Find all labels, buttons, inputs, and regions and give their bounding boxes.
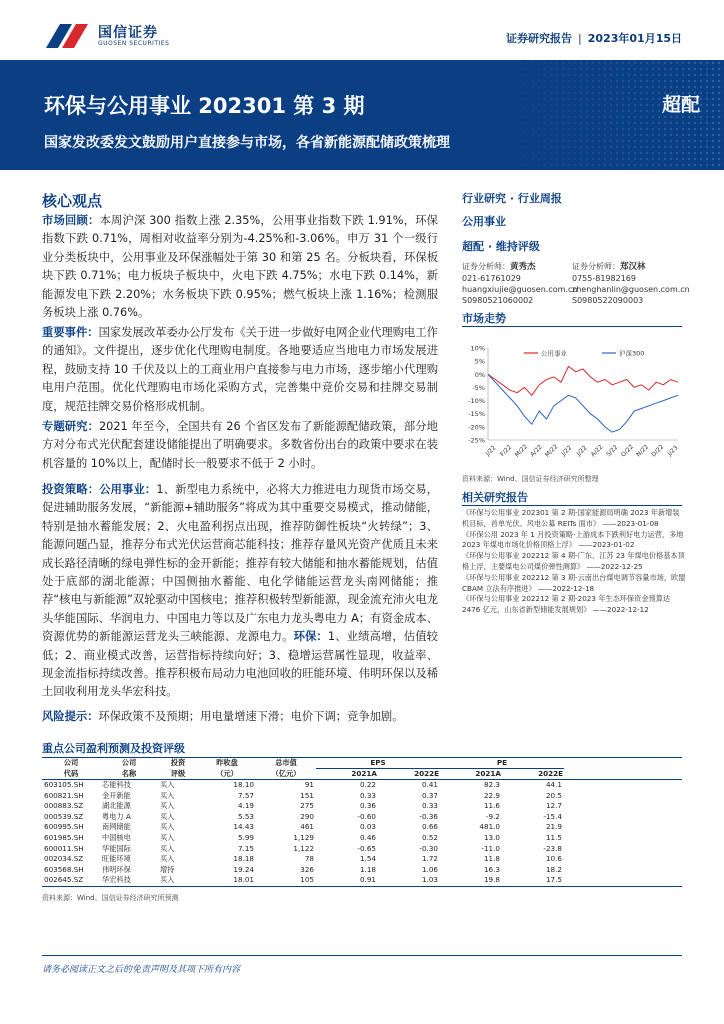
table-cell: 000539.SZ [44, 811, 84, 821]
table-cell: 000883.SZ [44, 801, 84, 811]
table-cell: 买入 [160, 854, 175, 864]
table-pad [564, 822, 682, 833]
risk-text: 环保政策不及预期；用电量增速下滑；电价下调；竞争加剧。 [98, 710, 404, 723]
rating-badge: 超配 [661, 94, 700, 116]
report-subtitle: 国家发改委发文鼓励用户直接参与市场，各省新能源配储政策梳理 [44, 135, 450, 151]
th-eps: EPS [316, 758, 440, 769]
table-cell: 20.5 [545, 790, 562, 800]
risk-warning [42, 708, 438, 726]
x-tick-label: M/22 [513, 443, 529, 459]
chart-heading-rule [462, 326, 682, 327]
analyst-name: 黄秀杰 [510, 262, 536, 272]
series-line-utility [488, 366, 678, 395]
table-cell: 601985.SH [44, 832, 84, 842]
table-row [42, 822, 682, 833]
table-cell: 1.72 [421, 854, 438, 864]
table-source: 资料来源：Wind、国信证券经济研究所预测 [42, 894, 179, 902]
x-tick-label: A/22 [589, 443, 605, 459]
table-cell: 1.18 [359, 864, 376, 874]
table-cell: 增持 [160, 864, 175, 874]
table-cell: 275 [300, 801, 314, 811]
guosen-logo-icon [42, 20, 92, 50]
th-yiyuan: （亿元） [271, 768, 301, 778]
table-pad [564, 865, 682, 876]
topic-label: 专题研究： [42, 420, 99, 433]
table-cell: 18.18 [233, 854, 254, 864]
table-cell: 82.3 [483, 780, 500, 789]
table-row [42, 780, 682, 791]
table-cell: 600995.SH [44, 822, 84, 832]
table-cell: 151 [300, 790, 314, 800]
y-tick-label: 5% [474, 357, 485, 366]
table-cell: 481.0 [479, 822, 500, 832]
table-pad [564, 801, 682, 812]
th-company: 公司 [63, 758, 79, 768]
y-tick-label: -15% [468, 410, 485, 419]
table-cell: 0.36 [359, 801, 376, 811]
x-tick-label: F/22 [498, 443, 514, 459]
table-cell: 19.8 [483, 875, 500, 885]
analyst-label: 证券分析师： [462, 262, 510, 271]
y-tick-label: -20% [468, 423, 485, 432]
th-pe-2022: 2022E [538, 769, 563, 778]
x-tick-label: S/22 [605, 443, 620, 459]
table-cell: 11.8 [483, 854, 500, 864]
analyst-card [572, 261, 690, 306]
key-event [42, 324, 438, 416]
table-cell: 买入 [160, 790, 175, 800]
table-cell: 22.9 [483, 790, 500, 800]
chart-source: 资料来源：Wind、国信证券经济研究所整理 [462, 475, 599, 483]
table-cell: 买入 [160, 811, 175, 821]
table-cell: 7.15 [237, 843, 254, 853]
table-pad [564, 833, 682, 844]
table-cell: 1,129 [293, 832, 314, 842]
table-pad [564, 791, 682, 802]
table-cell: 买入 [160, 780, 175, 789]
table-cell: 21.9 [545, 822, 562, 832]
industry-tag: 行业研究 · 行业周报 [462, 192, 562, 205]
chart-heading: 市场走势 [462, 312, 506, 325]
table-pad [564, 875, 682, 886]
table-cell: 南网储能 [102, 822, 131, 832]
strategy-text-utility: 1、新型电力系统中，必将大力推进电力现货市场交易，促进辅助服务发展，“新能源+辅助服务”将成为其中重要交易模式，推动储能，特别是抽水蓄能发展；2、火电盈利拐点出现，推荐防御性板块“火转绿”；3、能源问题凸显，推荐分布式光伏运营商芯能科技；推荐存量风光资产优质且未来成长路径清晰的绿电弹性标的金开新能；推荐有较大储能和抽水蓄能规划，估值处于底部的湖北能源；中国侧抽水蓄能、电化学储能运营龙头南网储能；推荐“核电与新能源”双轮驱动中国核电；推荐积极转型新能源，现金流充沛火电龙头华能国际、华润电力、中国电力等以及广东电力龙头粤电力 A；有资金成本、资源优势的新能源运营龙头三峡能源、龙源电力。 [42, 483, 438, 644]
th-close: 昨收盘 [216, 758, 238, 768]
report-title: 环保与公用事业 202301 第 3 期 [44, 94, 365, 118]
market-trend-chart [462, 340, 684, 470]
table-row [42, 854, 682, 865]
table-cell: -15.4 [543, 811, 562, 821]
analyst-phone: 0755-81982169 [572, 274, 636, 283]
strategy-label: 投资策略： [42, 483, 100, 496]
th-eps-2021: 2021A [351, 769, 377, 778]
table-cell: 粤电力 A [102, 811, 131, 821]
table-cell: -0.60 [357, 811, 376, 821]
table-cell: 1.54 [359, 854, 376, 864]
related-item[interactable]: 《环保与公用事业 202301 第 2 期-国家能源局明确 2023 年新增装机目标，首单光伏、风电公募 REITs 面市》 ——2023-01-08 [462, 508, 680, 528]
th-company: 公司 [121, 758, 137, 768]
core-heading: 核心观点 [42, 192, 103, 210]
table-cell: 603568.SH [44, 864, 84, 874]
table-cell: 4.19 [237, 801, 254, 811]
table-cell: 0.91 [359, 875, 376, 885]
report-date: 2023年01月15日 [587, 32, 682, 45]
report-type: 证券研究报告 [506, 32, 573, 45]
table-row [42, 791, 682, 802]
table-row [42, 865, 682, 876]
table-cell: 0.41 [421, 780, 438, 789]
sector-tag: 公用事业 [462, 215, 506, 228]
table-cell: 11.5 [545, 832, 562, 842]
th-name: 名称 [121, 768, 137, 778]
table-cell: 0.22 [359, 780, 376, 789]
table-cell: 买入 [160, 822, 175, 832]
analyst-cert: S0980522090003 [572, 296, 644, 305]
related-item[interactable]: 《环保与公用事业 202212 第 3 期-云南出台煤电调节容量市场，欧盟 CBAM 立法有序推进》 ——2022-12-18 [462, 572, 686, 593]
table-row [42, 833, 682, 844]
x-tick-label: J/22 [575, 444, 589, 458]
table-cell: 0.03 [359, 822, 376, 832]
table-cell: 旺能环境 [102, 854, 131, 864]
table-cell: 0.37 [421, 790, 438, 800]
table-cell: 10.6 [545, 854, 562, 864]
table-cell: 13.0 [483, 832, 500, 842]
table-row [42, 812, 682, 823]
table-cell: 买入 [160, 801, 175, 811]
x-tick-label: J/22 [484, 444, 498, 458]
strategy-sub-utility: 公用事业： [99, 483, 157, 496]
y-tick-label: -5% [472, 383, 485, 392]
table-cell: 18.01 [233, 875, 254, 885]
forecast-table [42, 757, 682, 887]
table-cell: -0.36 [419, 811, 438, 821]
table-cell: 11.6 [483, 801, 500, 811]
footer-rule [42, 955, 682, 956]
logo-text: 国信证券 [98, 25, 158, 41]
related-heading: 相关研究报告 [462, 491, 528, 504]
table-cell: 1.03 [421, 875, 438, 885]
th-mcap: 总市值 [275, 758, 297, 768]
table-row [42, 844, 682, 855]
analyst-cert: S0980521060002 [462, 296, 534, 305]
y-tick-label: -10% [468, 397, 485, 406]
table-cell: -11.0 [481, 843, 500, 853]
table-row [42, 801, 682, 812]
th-rating: 评级 [170, 768, 186, 778]
table-row [42, 875, 682, 886]
table-cell: 78 [304, 854, 314, 864]
th-invest: 投资 [170, 758, 186, 768]
analyst-email[interactable]: huangxiujie@guosen.com.cn [462, 285, 578, 294]
event-label: 重要事件： [42, 326, 99, 339]
topic-text: 2021 年至今，全国共有 26 个省区发布了新能源配储政策，部分地方对分布式光伏配套建设储能提出了明确要求。多数省份出台的政策中要求在装机容量的 10%以上，配储时长一般要求不低于 2 小时。 [42, 420, 438, 470]
logo-english: GUOSEN SECURITIES [98, 40, 170, 47]
related-item[interactable]: 《环保公用 2023 年 1 月投资策略-上游成本下跌利好电力运营，多地 2023 年煤电市场化价格顶格上浮》 ——2023-01-02 [462, 529, 684, 550]
th-yuan: （元） [216, 768, 238, 778]
table-pad [564, 844, 682, 855]
table-cell: 16.3 [483, 864, 500, 874]
table-cell: 中国核电 [102, 832, 131, 842]
table-cell: 290 [300, 811, 314, 821]
analyst-label: 证券分析师： [572, 262, 620, 271]
table-cell: 1,122 [293, 843, 314, 853]
table-cell: 5.53 [237, 811, 254, 821]
y-tick-label: 0% [474, 370, 485, 379]
table-cell: 华宏科技 [102, 875, 131, 885]
table-cell: 17.5 [545, 875, 562, 885]
table-cell: 7.57 [237, 790, 254, 800]
table-cell: 买入 [160, 832, 175, 842]
table-pad [564, 780, 682, 791]
table-cell: 19.24 [233, 864, 254, 874]
table-cell: -0.30 [419, 843, 438, 853]
investment-strategy [42, 481, 438, 702]
legend-label: 公用事业 [541, 349, 567, 358]
page-header [0, 0, 724, 58]
th-pe-2021: 2021A [475, 769, 501, 778]
y-tick-label: 10% [470, 344, 485, 353]
table-cell: 5.99 [237, 832, 254, 842]
table-cell: 0.33 [359, 790, 376, 800]
table-cell: 伟明环保 [102, 864, 131, 874]
footer-disclaimer: 请务必阅读正文之后的免责声明及其项下所有内容 [42, 965, 241, 975]
strategy-sub-env: 环保： [293, 630, 328, 644]
table-cell: 600821.SH [44, 790, 84, 800]
series-line-hs300 [488, 374, 678, 432]
x-tick-label: M/22 [543, 443, 560, 459]
table-cell: 002645.SZ [44, 875, 84, 885]
table-cell: 326 [300, 864, 314, 874]
y-tick-label: -25% [468, 436, 485, 445]
x-tick-label: J/22 [560, 444, 574, 458]
table-cell: 0.46 [359, 832, 376, 842]
x-tick-label: N/22 [635, 443, 651, 459]
analyst-email[interactable]: zhenghanlin@guosen.com.cn [572, 285, 690, 294]
table-cell: 105 [300, 875, 314, 885]
table-cell: 买入 [160, 843, 175, 853]
table-pad [564, 812, 682, 823]
analyst-phone: 021-61761029 [462, 274, 521, 283]
header-meta: 证券研究报告 | 2023年01月15日 [506, 32, 682, 45]
analyst-card [462, 261, 577, 306]
strategy-text-env: 1、业绩高增，估值较低；2、商业模式改善，运营指标持续向好；3、稳增运营属性显现，收益率、现金流指标持续改善。推荐积极布局动力电池回收的旺能环境、伟明环保以及稀土回收利用龙头华宏科技。 [42, 630, 438, 699]
th-eps-2022: 2022E [414, 769, 439, 778]
topic-research [42, 418, 438, 473]
table-cell: 1.06 [421, 864, 438, 874]
x-tick-label: O/22 [619, 443, 636, 459]
table-cell: 0.52 [421, 832, 438, 842]
table-cell: 12.7 [545, 801, 562, 811]
market-text: 本周沪深 300 指数上涨 2.35%，公用事业指数下跌 1.91%，环保指数下跌 0.71%，周相对收益率分别为-4.25%和-3.06%。申万 31 个一级行业分类板块中，公用事业及环保涨幅处于第 30 和第 25 名。分板块看，环保板块下跌 0.71%；电力板块子板块中，火电下跌 4.75%；水电下跌 0.14%，新能源发电下跌 2.20%；水务板块下跌 0.95%；燃气板块上涨 1.16%；检测服务板块上涨 0.76%。 [42, 214, 438, 320]
table-cell: 芯能科技 [102, 780, 131, 789]
title-banner [0, 60, 724, 170]
x-tick-label: J/23 [666, 444, 680, 458]
table-pad [564, 854, 682, 865]
table-cell: 18.10 [233, 780, 254, 789]
related-item[interactable]: 《环保与公用事业 202212 第 2 期-2023 年生态环保资金预算达 2476 亿元，山东省新型储能发展规划》 ——2022-12-12 [462, 594, 671, 615]
table-cell: 华能国际 [102, 843, 131, 853]
table-cell: 买入 [160, 875, 175, 885]
related-heading-rule [462, 505, 682, 506]
th-code: 代码 [63, 768, 79, 778]
table-cell: 461 [300, 822, 314, 832]
table-cell: 603105.SH [44, 780, 84, 789]
market-review [42, 212, 438, 322]
th-pe: PE [440, 758, 564, 769]
table-cell: 600011.SH [44, 843, 84, 853]
market-label: 市场回顾： [42, 214, 100, 227]
x-tick-label: D/22 [650, 443, 666, 459]
table-cell: -23.8 [543, 843, 562, 853]
related-reports [462, 508, 686, 616]
related-item[interactable]: 《环保与公用事业 202212 第 4 期-广东、江苏 23 年煤电价格基本顶格上浮，主要煤电公司煤价弹性测算》 ——2022-12-25 [462, 551, 685, 571]
table-cell: 0.66 [421, 822, 438, 832]
x-tick-label: A/22 [529, 443, 544, 459]
table-heading: 重点公司盈利预测及投资评级 [42, 742, 185, 755]
table-cell: 002034.SZ [44, 854, 84, 864]
risk-label: 风险提示： [42, 710, 99, 723]
table-cell: 0.33 [421, 801, 438, 811]
table-cell: -0.65 [357, 843, 376, 853]
table-cell: 金开新能 [102, 790, 131, 800]
table-cell: 44.1 [545, 780, 562, 789]
table-cell: 湖北能源 [102, 801, 131, 811]
event-text: 国家发展改革委办公厅发布《关于进一步做好电网企业代理购电工作的通知》。文件提出，逐步优化代理购电制度。各地要适应当地电力市场发展进程，鼓励支持 10 千伏及以上的工商业用户直接参与电力市场，逐步缩小代理购电用户范围。优化代理购电市场化采购方式，完善集中竞价交易和挂牌交易制度，规范挂牌交易价格形成机制。 [42, 326, 438, 413]
table-cell: 14.43 [233, 822, 254, 832]
table-cell: -9.2 [485, 811, 500, 821]
rating-tag: 超配 · 维持评级 [462, 240, 540, 253]
legend-label: 沪深300 [619, 349, 645, 358]
table-cell: 18.2 [545, 864, 562, 874]
analyst-name: 郑汉林 [620, 262, 646, 272]
table-cell: 91 [304, 780, 314, 789]
